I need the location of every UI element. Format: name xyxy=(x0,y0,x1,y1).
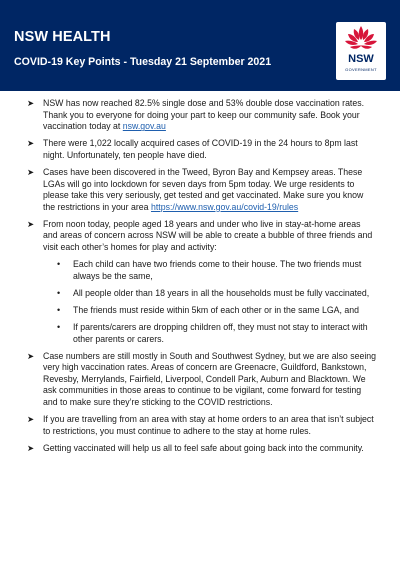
sub-point xyxy=(43,259,377,282)
sub-point xyxy=(43,288,377,300)
key-point xyxy=(27,138,377,161)
header-banner xyxy=(0,0,400,91)
sub-point xyxy=(43,305,377,317)
arrow-bullet-icon: ➤ xyxy=(27,350,35,361)
key-point xyxy=(27,443,377,455)
nsw-government-logo xyxy=(336,22,386,80)
arrow-bullet-icon: ➤ xyxy=(27,442,35,453)
key-point-text: Cases have been discovered in the Tweed, Byron Bay and Kempsey areas. These LGAs will go into lockdown for seven days from 5pm today. We urge residents to please take this very seriously, get tested and get vaccinated. Make sure you know the restrictions in your area xyxy=(43,166,364,212)
key-point-text: NSW has now reached 82.5% single dose and 53% double dose vaccination rates. Thank you to everyone for doing your part to keep our community safe. Book your vaccination today at xyxy=(43,98,365,132)
key-point-text: From noon today, people aged 18 years and under who live in stay-at-home areas and areas of concern across NSW will be able to create a bubble of three friends and visit each other’s homes for play and activity: xyxy=(43,218,373,253)
waratah-icon xyxy=(336,22,386,54)
arrow-bullet-icon: ➤ xyxy=(27,166,35,177)
page-title: NSW HEALTH xyxy=(14,29,111,45)
key-point-text: If you are travelling from an area with stay at home orders to an area that isn’t subject to restrictions, you must continue to adhere to the stay at home rules. xyxy=(43,414,374,436)
sub-point-text: If parents/carers are dropping children off, they must not stay to interact with other parents or carers. xyxy=(73,322,368,344)
arrow-bullet-icon: ➤ xyxy=(27,138,35,149)
key-point xyxy=(27,98,377,133)
key-point xyxy=(27,414,377,437)
sub-point-text: All people older than 18 years in all the households must be fully vaccinated, xyxy=(73,287,370,298)
dot-bullet-icon: • xyxy=(57,322,61,332)
key-point-text: Getting vaccinated will help us all to feel safe about going back into the community. xyxy=(43,442,364,453)
sub-point-text: Each child can have two friends come to their house. The two friends must always be the same, xyxy=(73,259,362,281)
dot-bullet-icon: • xyxy=(57,259,61,270)
covid-rules-link[interactable]: https://www.nsw.gov.au/covid-19/rules xyxy=(150,201,299,212)
key-point xyxy=(27,219,377,345)
dot-bullet-icon: • xyxy=(57,287,61,298)
sub-point xyxy=(43,322,377,345)
key-point xyxy=(27,167,377,213)
key-point xyxy=(27,351,377,409)
sub-point-text: The friends must reside within 5km of each other or in the same LGA, and xyxy=(73,304,359,315)
arrow-bullet-icon: ➤ xyxy=(27,98,35,108)
arrow-bullet-icon: ➤ xyxy=(27,414,35,425)
arrow-bullet-icon: ➤ xyxy=(27,218,35,229)
dot-bullet-icon: • xyxy=(57,304,61,315)
page-subtitle: COVID-19 Key Points - Tuesday 21 September 2021 xyxy=(14,56,272,68)
key-point-text: There were 1,022 locally acquired cases of COVID-19 in the 24 hours to 8pm last night. Unfortunately, ten people have died. xyxy=(43,138,358,160)
logo-government-label: GOVERNMENT xyxy=(345,67,377,72)
nsw-gov-link[interactable]: nsw.gov.au xyxy=(122,121,166,132)
logo-wordmark: NSW xyxy=(348,53,374,65)
key-points-list xyxy=(27,98,377,454)
key-point-text: Case numbers are still mostly in South and Southwest Sydney, but we are also seeing very high vaccination rates. Areas of concern are Greenacre, Guildford, Bankstown, Revesby, Merrylands, Fairfield, Liverpool, Condell Park, Auburn and Blacktown. We ask communities in those areas to continue to be vigilant, come forward for testing and to make sure they’re sticking to the COVID restrictions. xyxy=(43,350,376,408)
